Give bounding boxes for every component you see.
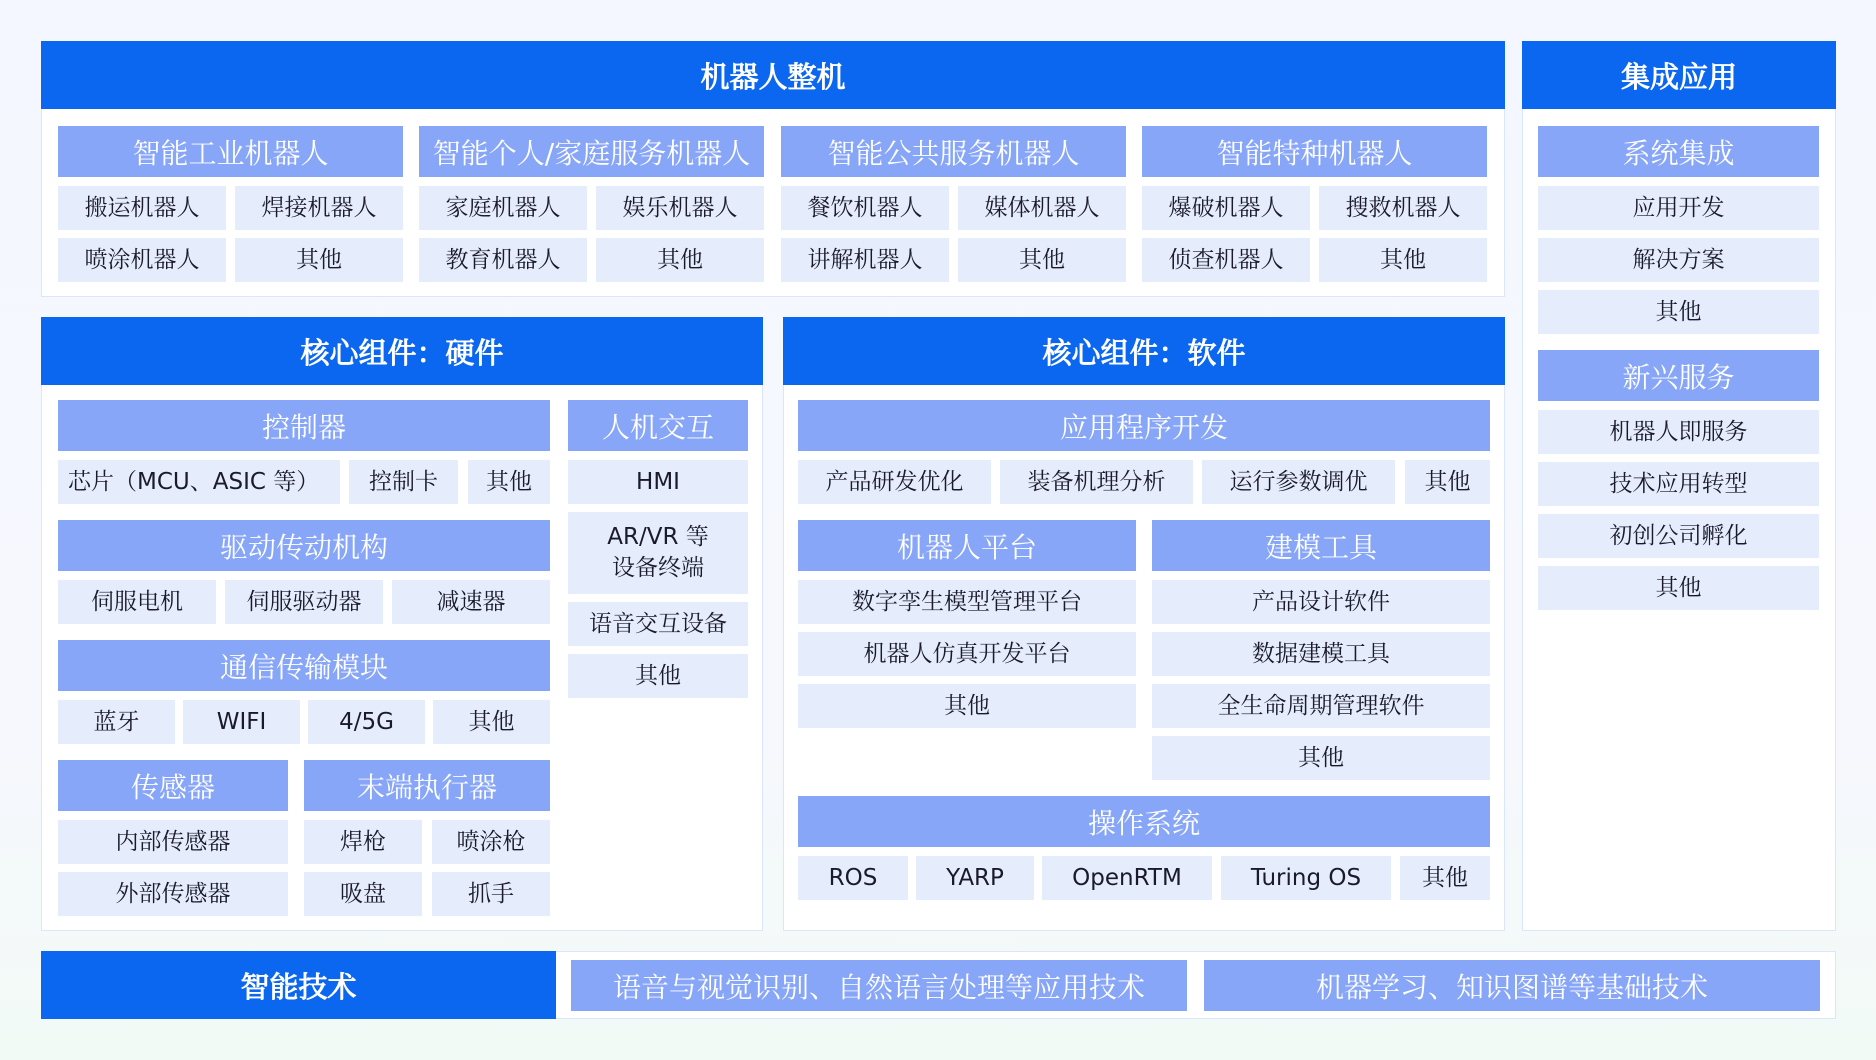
item-gripper: 抓手 <box>432 872 550 916</box>
item-voice-interaction-device: 语音交互设备 <box>568 602 748 646</box>
item-solutions: 解决方案 <box>1538 238 1819 282</box>
software-title: 核心组件：软件 <box>783 317 1505 385</box>
item-handling-robot: 搬运机器人 <box>58 186 226 230</box>
item-turing-os: Turing OS <box>1221 856 1391 900</box>
item-other: 其他 <box>798 684 1136 728</box>
item-product-rd-optimization: 产品研发优化 <box>798 460 991 504</box>
item-welding-robot: 焊接机器人 <box>235 186 403 230</box>
item-other: 其他 <box>958 238 1126 282</box>
emerging-services-header: 新兴服务 <box>1538 350 1819 401</box>
item-blasting-robot: 爆破机器人 <box>1142 186 1310 230</box>
item-rescue-robot: 搜救机器人 <box>1319 186 1487 230</box>
item-openrtm: OpenRTM <box>1042 856 1212 900</box>
item-other: 其他 <box>1405 460 1490 504</box>
item-startup-incubation: 初创公司孵化 <box>1538 514 1819 558</box>
group-home-service-robot: 智能个人/家庭服务机器人 <box>419 126 764 177</box>
item-other: 其他 <box>468 460 550 504</box>
item-other: 其他 <box>1538 290 1819 334</box>
item-hmi: HMI <box>568 460 748 504</box>
item-education-robot: 教育机器人 <box>419 238 587 282</box>
item-equipment-mechanism-analysis: 装备机理分析 <box>1000 460 1193 504</box>
item-4g-5g: 4/5G <box>308 700 425 744</box>
controller-header: 控制器 <box>58 400 550 451</box>
item-catering-robot: 餐饮机器人 <box>781 186 949 230</box>
item-simulation-platform: 机器人仿真开发平台 <box>798 632 1136 676</box>
item-other: 其他 <box>596 238 764 282</box>
item-tech-transformation: 技术应用转型 <box>1538 462 1819 506</box>
app-development-header: 应用程序开发 <box>798 400 1490 451</box>
item-app-development: 应用开发 <box>1538 186 1819 230</box>
group-special-robot: 智能特种机器人 <box>1142 126 1487 177</box>
drive-mechanism-header: 驱动传动机构 <box>58 520 550 571</box>
communication-module-header: 通信传输模块 <box>58 640 550 691</box>
item-ar-vr-terminal: AR/VR 等 设备终端 <box>568 512 748 594</box>
hardware-title: 核心组件：硬件 <box>41 317 763 385</box>
foundation-tech-item: 机器学习、知识图谱等基础技术 <box>1204 960 1820 1011</box>
item-other: 其他 <box>235 238 403 282</box>
integrated-title: 集成应用 <box>1522 41 1836 109</box>
item-reducer: 减速器 <box>392 580 550 624</box>
item-other: 其他 <box>1400 856 1490 900</box>
modeling-tools-header: 建模工具 <box>1152 520 1490 571</box>
item-other: 其他 <box>568 654 748 698</box>
item-other: 其他 <box>1152 736 1490 780</box>
item-yarp: YARP <box>916 856 1034 900</box>
hmi-header: 人机交互 <box>568 400 748 451</box>
item-wifi: WIFI <box>183 700 300 744</box>
item-control-card: 控制卡 <box>349 460 458 504</box>
item-external-sensor: 外部传感器 <box>58 872 288 916</box>
group-industrial-robot: 智能工业机器人 <box>58 126 403 177</box>
applied-tech-item: 语音与视觉识别、自然语言处理等应用技术 <box>571 960 1187 1011</box>
item-chip: 芯片（MCU、ASIC 等） <box>58 460 340 504</box>
end-effector-header: 末端执行器 <box>304 760 550 811</box>
item-other: 其他 <box>1538 566 1819 610</box>
item-recon-robot: 侦查机器人 <box>1142 238 1310 282</box>
item-suction-cup: 吸盘 <box>304 872 422 916</box>
item-servo-motor: 伺服电机 <box>58 580 216 624</box>
robot-platform-header: 机器人平台 <box>798 520 1136 571</box>
ai-tech-title: 智能技术 <box>41 951 556 1019</box>
item-data-modeling-tool: 数据建模工具 <box>1152 632 1490 676</box>
item-other: 其他 <box>433 700 550 744</box>
group-public-service-robot: 智能公共服务机器人 <box>781 126 1126 177</box>
item-ros: ROS <box>798 856 908 900</box>
sensor-header: 传感器 <box>58 760 288 811</box>
item-welding-torch: 焊枪 <box>304 820 422 864</box>
item-digital-twin-platform: 数字孪生模型管理平台 <box>798 580 1136 624</box>
item-robot-as-a-service: 机器人即服务 <box>1538 410 1819 454</box>
item-spraying-robot: 喷涂机器人 <box>58 238 226 282</box>
item-home-robot: 家庭机器人 <box>419 186 587 230</box>
robot-whole-title: 机器人整机 <box>41 41 1505 109</box>
item-media-robot: 媒体机器人 <box>958 186 1126 230</box>
item-other: 其他 <box>1319 238 1487 282</box>
system-integration-header: 系统集成 <box>1538 126 1819 177</box>
item-guide-robot: 讲解机器人 <box>781 238 949 282</box>
item-internal-sensor: 内部传感器 <box>58 820 288 864</box>
item-parameter-tuning: 运行参数调优 <box>1202 460 1395 504</box>
item-product-design-software: 产品设计软件 <box>1152 580 1490 624</box>
item-bluetooth: 蓝牙 <box>58 700 175 744</box>
item-spray-gun: 喷涂枪 <box>432 820 550 864</box>
item-plm-software: 全生命周期管理软件 <box>1152 684 1490 728</box>
operating-system-header: 操作系统 <box>798 796 1490 847</box>
item-entertainment-robot: 娱乐机器人 <box>596 186 764 230</box>
item-servo-driver: 伺服驱动器 <box>225 580 383 624</box>
